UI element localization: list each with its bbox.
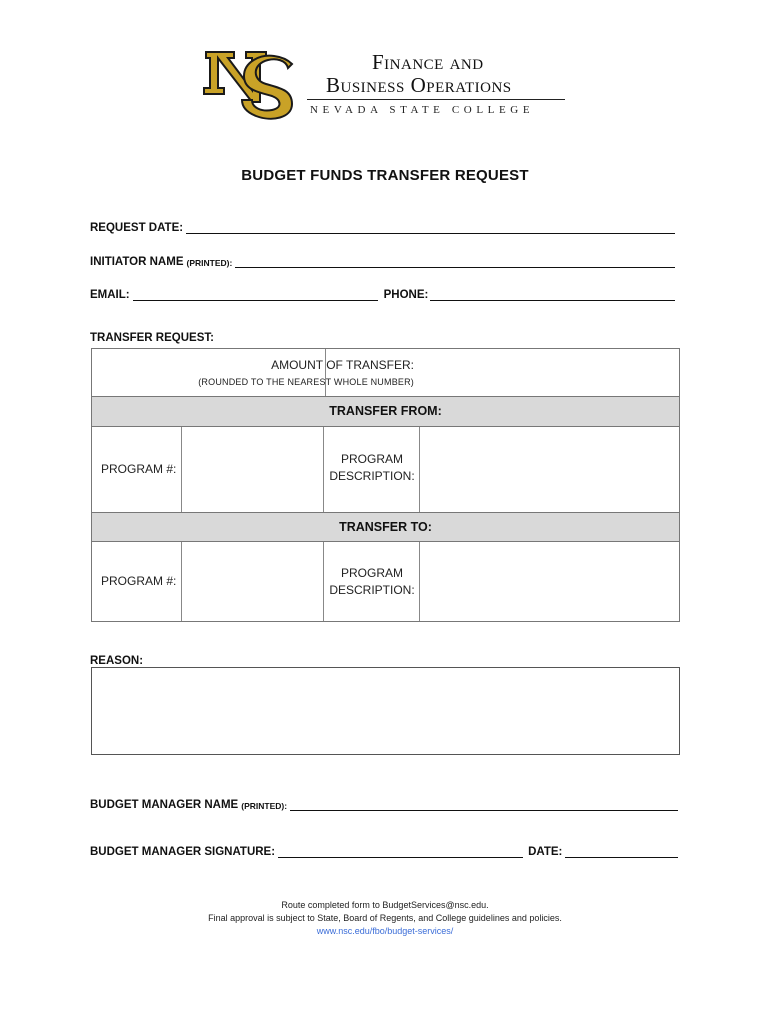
request-date-row [90, 222, 675, 234]
from-program-num-label: PROGRAM #: [101, 462, 177, 476]
initiator-name-field[interactable] [235, 257, 675, 268]
phone-field[interactable] [430, 290, 675, 301]
to-program-num-input[interactable] [181, 542, 323, 621]
to-program-desc-line2: DESCRIPTION: [329, 583, 415, 597]
footer-website-link[interactable]: www.nsc.edu/fbo/budget-services/ [316, 926, 454, 936]
phone-label: PHONE: [383, 289, 429, 301]
reason-textarea[interactable] [91, 667, 680, 755]
logo-s-shape [242, 56, 292, 119]
transfer-to-header: TRANSFER TO: [91, 512, 680, 542]
manager-signature-field[interactable] [278, 847, 523, 858]
transfer-to-row [91, 541, 680, 622]
brand-divider [307, 99, 565, 100]
amount-label: AMOUNT OF TRANSFER: [271, 358, 414, 372]
initiator-label: INITIATOR NAME [90, 256, 184, 268]
footer-approval-text: Final approval is subject to State, Board of Regents, and College guidelines and policies. [208, 913, 562, 923]
to-program-desc-cell [323, 542, 420, 621]
manager-date-label: DATE: [528, 846, 563, 858]
from-program-num-input[interactable] [181, 427, 323, 512]
initiator-printed-note: (PRINTED): [186, 258, 233, 268]
transfer-request-label: TRANSFER REQUEST: [90, 332, 214, 344]
brand-business-operations: Business Operations [326, 73, 512, 97]
from-program-desc-line2: DESCRIPTION: [329, 469, 415, 483]
email-phone-row [90, 289, 675, 301]
form-title: BUDGET FUNDS TRANSFER REQUEST [241, 167, 529, 184]
manager-date-field[interactable] [565, 847, 678, 858]
from-program-desc-input[interactable] [419, 427, 680, 512]
ns-logo [200, 46, 300, 122]
to-program-desc-input[interactable] [419, 542, 680, 621]
email-label: EMAIL: [90, 289, 130, 301]
brand-finance: Finance and [372, 50, 484, 74]
manager-name-label: BUDGET MANAGER NAME [90, 799, 239, 811]
manager-name-row [90, 799, 678, 811]
amount-input[interactable] [325, 349, 680, 396]
amount-row [91, 348, 680, 397]
email-field[interactable] [133, 290, 378, 301]
request-date-label: REQUEST DATE: [90, 222, 184, 234]
manager-printed-note: (PRINTED): [241, 801, 288, 811]
footer-route-text: Route completed form to BudgetServices@nsc.edu. [281, 900, 489, 910]
request-date-field[interactable] [186, 223, 675, 234]
to-program-num-label: PROGRAM #: [101, 574, 177, 588]
reason-label: REASON: [90, 655, 144, 667]
transfer-from-row [91, 426, 680, 513]
transfer-from-header: TRANSFER FROM: [91, 396, 680, 427]
amount-note: (ROUNDED TO THE NEAREST WHOLE NUMBER) [198, 377, 414, 387]
logo-monogram-text: NS [200, 46, 202, 47]
from-program-desc-cell [323, 427, 420, 512]
brand-college: NEVADA STATE COLLEGE [310, 104, 535, 116]
manager-name-field[interactable] [290, 800, 678, 811]
from-program-desc-line1: PROGRAM [340, 452, 403, 466]
manager-signature-label: BUDGET MANAGER SIGNATURE: [90, 846, 276, 858]
initiator-row [90, 256, 675, 268]
manager-signature-row [90, 846, 678, 858]
to-program-desc-line1: PROGRAM [340, 566, 403, 580]
